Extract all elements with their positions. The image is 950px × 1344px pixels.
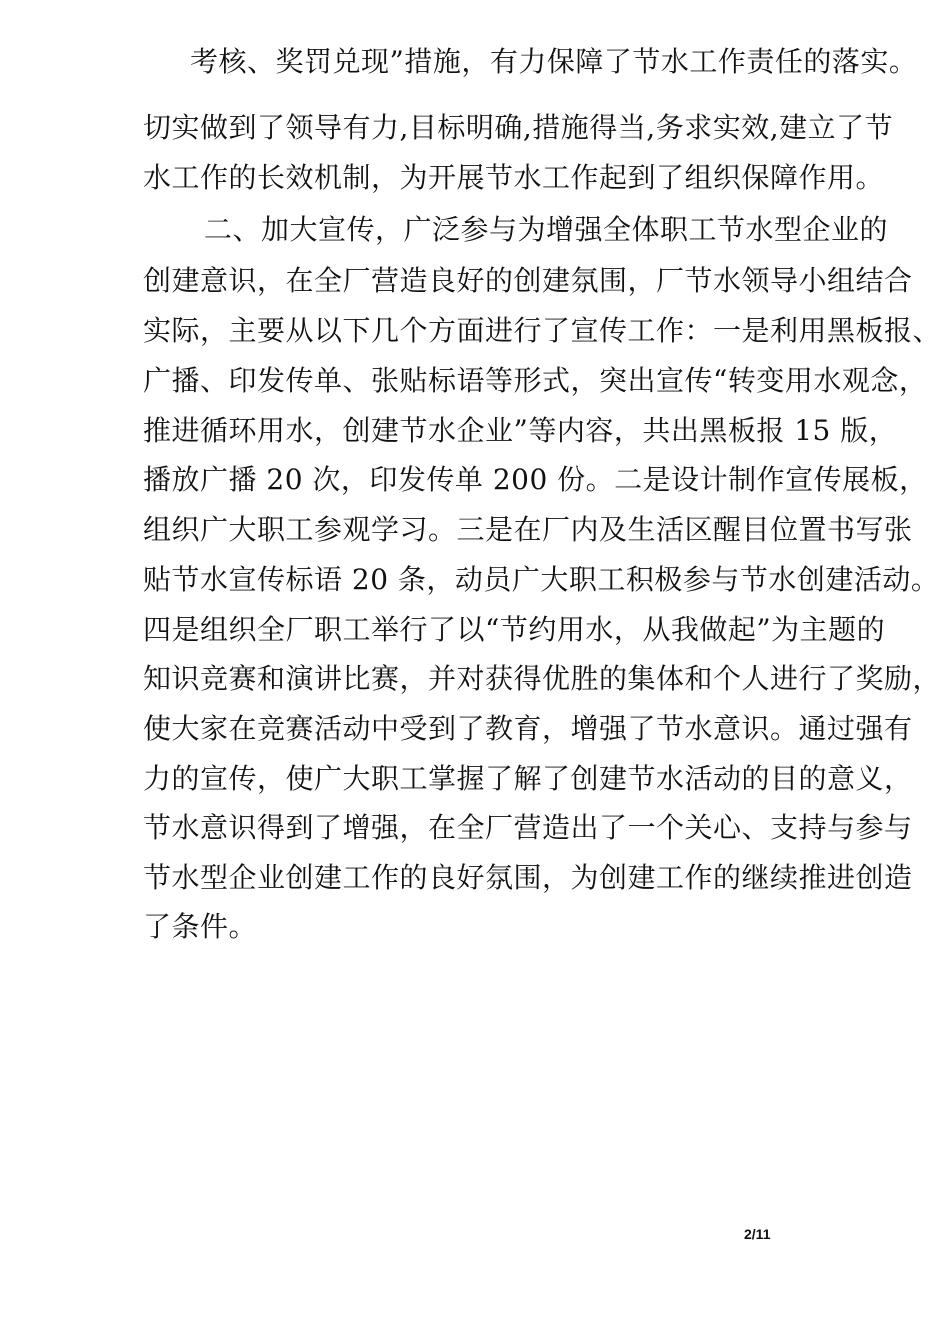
paragraph-line: 播放广播 20 次，印发传单 200 份。二是设计制作宣传展板， <box>143 463 928 496</box>
paragraph-line: 使大家在竞赛活动中受到了教育，增强了节水意识。通过强有 <box>143 712 913 745</box>
paragraph-line: 节水意识得到了增强，在全厂营造出了一个关心、支持与参与 <box>143 811 913 844</box>
paragraph-line: 切实做到了领导有力,目标明确,措施得当,务求实效,建立了节 <box>143 111 894 144</box>
paragraph-line: 组织广大职工参观学习。三是在厂内及生活区醒目位置书写张 <box>143 513 913 546</box>
paragraph-line: 水工作的长效机制，为开展节水工作起到了组织保障作用。 <box>143 161 885 194</box>
paragraph-line: 实际，主要从以下几个方面进行了宣传工作：一是利用黑板报、 <box>143 314 942 347</box>
paragraph-line: 贴节水宣传标语 20 条，动员广大职工积极参与节水创建活动。 <box>143 563 940 596</box>
paragraph-line: 考核、奖罚兑现”措施，有力保障了节水工作责任的落实。 <box>190 45 918 78</box>
paragraph-line: 节水型企业创建工作的良好氛围，为创建工作的继续推进创造 <box>143 861 913 894</box>
paragraph-line: 四是组织全厂职工举行了以“节约用水，从我做起”为主题的 <box>143 613 886 646</box>
paragraph-line: 了条件。 <box>143 910 258 943</box>
paragraph-line: 力的宣传，使广大职工掌握了解了创建节水活动的目的意义， <box>143 762 913 795</box>
paragraph-line: 知识竞赛和演讲比赛，并对获得优胜的集体和个人进行了奖励， <box>143 662 942 695</box>
page-number: 2/11 <box>744 1226 771 1242</box>
section-heading-line: 二、加大宣传，广泛参与为增强全体职工节水型企业的 <box>204 213 889 246</box>
paragraph-line: 广播、印发传单、张贴标语等形式，突出宣传“转变用水观念， <box>143 364 928 397</box>
paragraph-line: 创建意识，在全厂营造良好的创建氛围，厂节水领导小组结合 <box>143 264 913 297</box>
paragraph-line: 推进循环用水，创建节水企业”等内容，共出黑板报 15 版， <box>143 414 898 447</box>
